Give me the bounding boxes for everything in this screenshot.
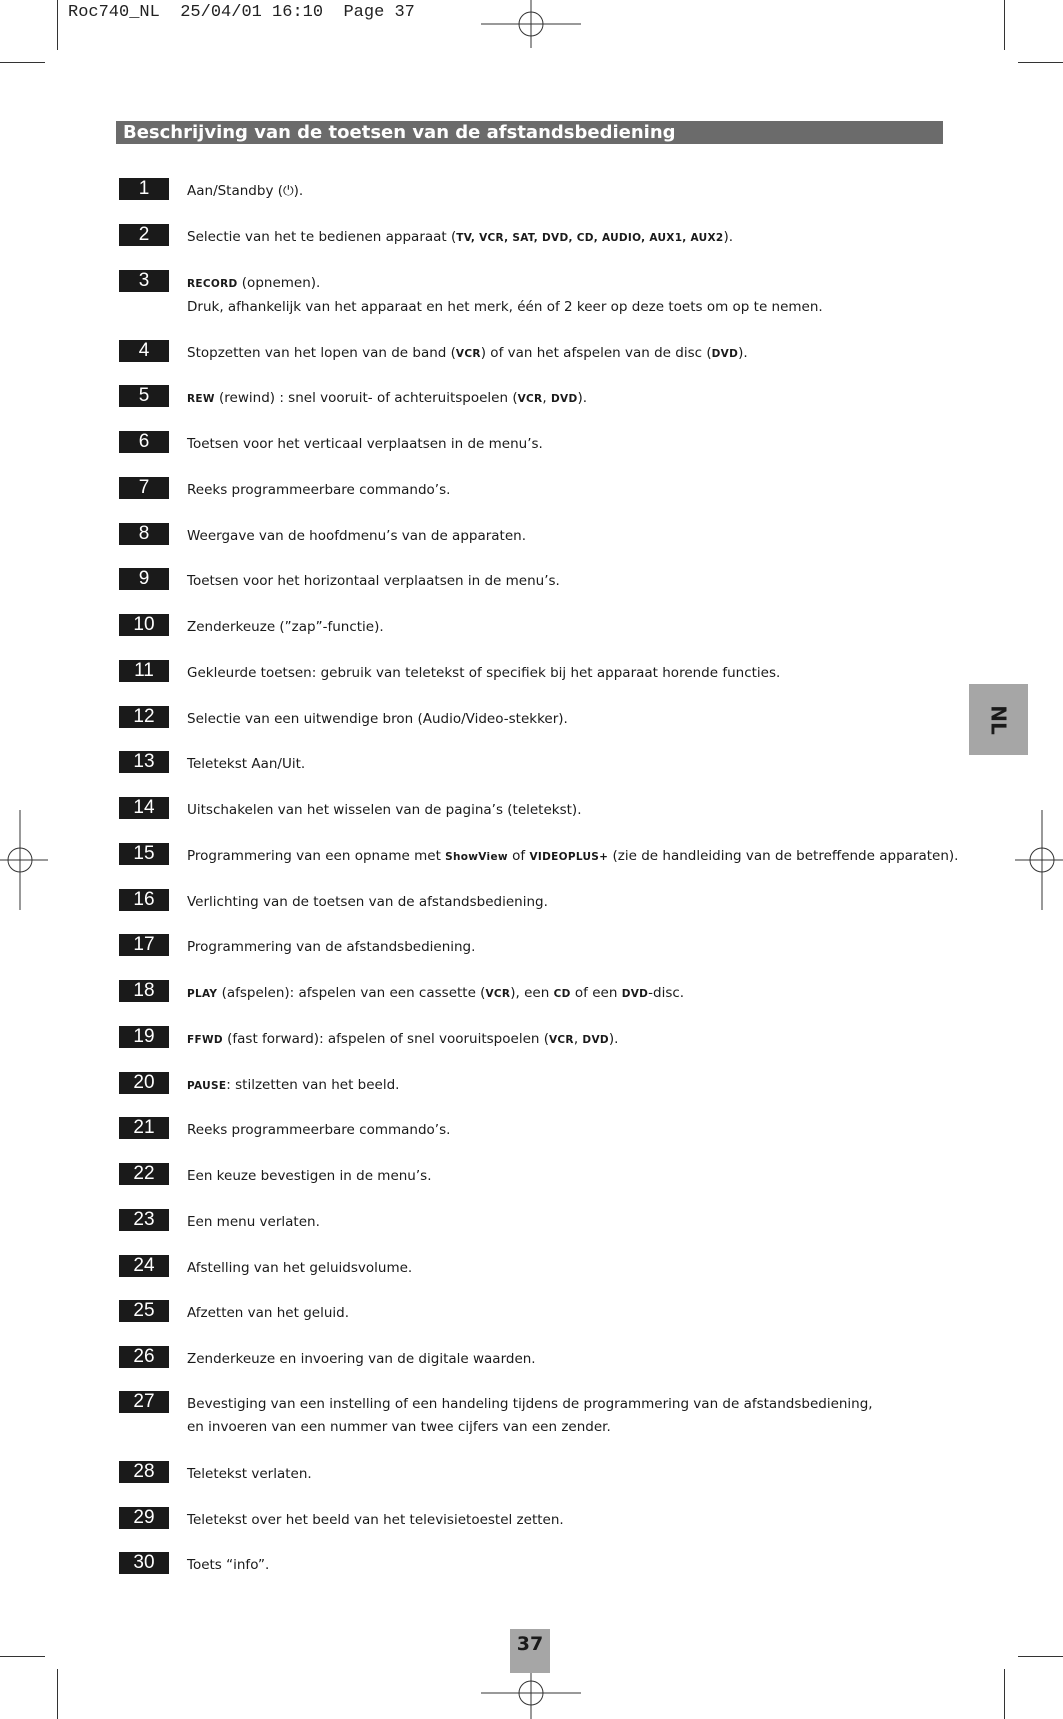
- description-text: (fast forward): afspelen of snel vooruitspoelen (: [222, 1031, 549, 1047]
- key-number-badge: 4: [119, 340, 169, 362]
- key-number-badge: 20: [119, 1072, 169, 1094]
- description-text: ).: [608, 1031, 619, 1047]
- key-number-badge: 30: [119, 1552, 169, 1574]
- key-number-badge: 3: [119, 270, 169, 292]
- description-text: ), een: [510, 985, 554, 1001]
- key-number-badge: 25: [119, 1300, 169, 1322]
- key-number-badge: 8: [119, 523, 169, 545]
- description-text: Afzetten van het geluid.: [187, 1305, 349, 1321]
- key-number-badge: 26: [119, 1346, 169, 1368]
- description-line: [187, 1554, 1047, 1577]
- key-number-badge: 15: [119, 843, 169, 865]
- key-number-badge: 7: [119, 477, 169, 499]
- key-description: [187, 1348, 1047, 1371]
- description-text: Programmering van een opname met: [187, 848, 446, 864]
- key-description: [187, 1211, 1047, 1234]
- key-name: CD: [553, 988, 571, 1000]
- key-name: PAUSE: [187, 1080, 227, 1092]
- description-line: [187, 342, 1047, 366]
- description-text: Uitschakelen van het wisselen van de pagina’s (teletekst).: [187, 802, 582, 818]
- language-side-tab: [969, 684, 1028, 755]
- description-text: Teletekst verlaten.: [187, 1466, 312, 1482]
- key-description: [187, 1554, 1047, 1577]
- crop-mark-top-right-vertical: [1004, 0, 1005, 50]
- crop-mark-top-right-horizontal: [1018, 62, 1063, 63]
- description-text: Toets “info”.: [187, 1557, 270, 1573]
- crop-mark-top-left-horizontal: [0, 62, 45, 63]
- description-text: (opnemen).: [237, 275, 321, 291]
- key-description: [187, 570, 1047, 593]
- description-line: [187, 1257, 1047, 1280]
- description-line: [187, 1211, 1047, 1234]
- print-slug: [68, 3, 415, 22]
- description-text: Weergave van de hoofdmenu’s van de apparaten.: [187, 528, 526, 544]
- key-description: [187, 616, 1047, 639]
- crop-mark-bottom-right-horizontal: [1018, 1656, 1063, 1657]
- key-description: [187, 845, 1047, 869]
- description-line: [187, 891, 1047, 914]
- slug-page: Page 37: [343, 3, 415, 22]
- key-number-badge: 28: [119, 1461, 169, 1483]
- crop-mark-bottom-left-horizontal: [0, 1656, 45, 1657]
- key-name: VCR: [485, 988, 511, 1000]
- key-name: VCR: [549, 1034, 574, 1046]
- description-text: ).: [723, 229, 734, 245]
- description-text: Bevestiging van een instelling of een handeling tijdens de programmering van de afstandsbediening,: [187, 1396, 873, 1412]
- key-description: [187, 180, 1047, 203]
- key-description: [187, 1257, 1047, 1280]
- description-line: [187, 570, 1047, 593]
- key-number-badge: 2: [119, 224, 169, 246]
- key-number-badge: 5: [119, 385, 169, 407]
- key-number-badge: 18: [119, 980, 169, 1002]
- key-description: [187, 1165, 1047, 1188]
- description-line: [187, 433, 1047, 456]
- key-number-badge: 9: [119, 568, 169, 590]
- description-text: -disc.: [648, 985, 685, 1001]
- key-name: TV, VCR, SAT, DVD, CD, AUDIO, AUX1, AUX2: [456, 232, 724, 244]
- description-line: [187, 387, 1047, 411]
- description-text: (zie de handleiding van de betreffende apparaten).: [608, 848, 959, 864]
- description-line: [187, 616, 1047, 639]
- key-description: [187, 1028, 1047, 1052]
- description-text: (afspelen): afspelen van een cassette (: [217, 985, 486, 1001]
- description-text: ,: [542, 390, 552, 406]
- key-name: REW: [187, 393, 215, 405]
- description-text: ).: [577, 390, 588, 406]
- description-line: [187, 982, 1047, 1006]
- key-name: ShowView: [445, 851, 508, 863]
- description-line: [187, 799, 1047, 822]
- description-text: Gekleurde toetsen: gebruik van teletekst of specifiek bij het apparaat horende functies.: [187, 665, 781, 681]
- description-line: [187, 708, 1047, 731]
- key-description: [187, 433, 1047, 456]
- description-text: Een menu verlaten.: [187, 1214, 320, 1230]
- key-description: [187, 1119, 1047, 1142]
- description-text: Verlichting van de toetsen van de afstandsbediening.: [187, 894, 548, 910]
- description-text: Selectie van het te bedienen apparaat (: [187, 229, 457, 245]
- description-text: Reeks programmeerbare commando’s.: [187, 1122, 451, 1138]
- description-text: Een keuze bevestigen in de menu’s.: [187, 1168, 432, 1184]
- key-number-badge: 22: [119, 1163, 169, 1185]
- key-number-badge: 12: [119, 706, 169, 728]
- key-name: DVD: [711, 348, 739, 360]
- key-name: DVD: [551, 393, 578, 405]
- key-number-badge: 6: [119, 431, 169, 453]
- description-line: [187, 1509, 1047, 1532]
- key-number-badge: 27: [119, 1391, 169, 1413]
- key-number-badge: 17: [119, 934, 169, 956]
- description-text: Stopzetten van het lopen van de band (: [187, 345, 456, 361]
- key-number-badge: 29: [119, 1507, 169, 1529]
- key-description: [187, 1393, 1047, 1439]
- key-number-badge: 21: [119, 1117, 169, 1139]
- key-number-badge: 13: [119, 751, 169, 773]
- registration-mark-left-icon: [0, 810, 50, 910]
- description-text: Afstelling van het geluidsvolume.: [187, 1260, 413, 1276]
- key-name: FFWD: [187, 1034, 223, 1046]
- key-name: VCR: [517, 393, 543, 405]
- key-number-badge: 11: [119, 660, 169, 682]
- description-line: [187, 1416, 1047, 1439]
- description-text: Reeks programmeerbare commando’s.: [187, 482, 451, 498]
- key-description: [187, 753, 1047, 776]
- description-text: Teletekst Aan/Uit.: [187, 756, 306, 772]
- description-line: [187, 1119, 1047, 1142]
- description-text: Selectie van een uitwendige bron (Audio/Video-stekker).: [187, 711, 568, 727]
- key-description: [187, 226, 1047, 250]
- key-description: [187, 799, 1047, 822]
- description-line: [187, 1463, 1047, 1486]
- description-line: [187, 1348, 1047, 1371]
- key-description: [187, 1074, 1047, 1098]
- key-number-badge: 24: [119, 1255, 169, 1277]
- description-line: [187, 1302, 1047, 1325]
- description-line: [187, 662, 1047, 685]
- registration-mark-top-icon: [481, 0, 581, 50]
- page-number: 37: [510, 1629, 550, 1673]
- description-line: [187, 936, 1047, 959]
- description-line: [187, 525, 1047, 548]
- key-description: [187, 525, 1047, 548]
- description-text: Aan/Standby (⏻).: [187, 183, 304, 199]
- key-description: [187, 387, 1047, 411]
- description-line: [187, 479, 1047, 502]
- crop-mark-bottom-right-vertical: [1004, 1669, 1005, 1719]
- key-description: [187, 891, 1047, 914]
- description-text: ) of van het afspelen van de disc (: [480, 345, 712, 361]
- description-text: Programmering van de afstandsbediening.: [187, 939, 476, 955]
- description-line: [187, 296, 1047, 319]
- description-text: Toetsen voor het verticaal verplaatsen in de menu’s.: [187, 436, 543, 452]
- key-description: [187, 342, 1047, 366]
- key-number-badge: 1: [119, 178, 169, 200]
- key-number-badge: 23: [119, 1209, 169, 1231]
- key-description: [187, 272, 1047, 319]
- crop-mark-top-left-vertical: [57, 0, 58, 50]
- description-text: Zenderkeuze en invoering van de digitale waarden.: [187, 1351, 536, 1367]
- key-name: DVD: [582, 1034, 609, 1046]
- key-description: [187, 1302, 1047, 1325]
- description-text: Druk, afhankelijk van het apparaat en het merk, één of 2 keer op deze toets om op te nemen.: [187, 299, 823, 315]
- key-description: [187, 1463, 1047, 1486]
- description-text: : stilzetten van het beeld.: [226, 1077, 400, 1093]
- key-description: [187, 1509, 1047, 1532]
- description-line: [187, 1165, 1047, 1188]
- key-number-badge: 19: [119, 1026, 169, 1048]
- description-text: Teletekst over het beeld van het televisietoestel zetten.: [187, 1512, 564, 1528]
- description-line: [187, 845, 1047, 869]
- description-line: [187, 226, 1047, 250]
- description-text: (rewind) : snel vooruit- of achteruitspoelen (: [214, 390, 518, 406]
- key-number-badge: 14: [119, 797, 169, 819]
- description-line: [187, 180, 1047, 203]
- section-heading: Beschrijving van de toetsen van de afstandsbediening: [116, 121, 943, 144]
- slug-date: 25/04/01 16:10: [180, 3, 324, 22]
- description-line: [187, 1393, 1047, 1416]
- description-text: ).: [738, 345, 748, 361]
- key-number-badge: 16: [119, 889, 169, 911]
- registration-mark-bottom-icon: [481, 1669, 581, 1719]
- key-description: [187, 982, 1047, 1006]
- description-line: [187, 1074, 1047, 1098]
- description-text: Zenderkeuze (”zap”-functie).: [187, 619, 384, 635]
- description-line: [187, 753, 1047, 776]
- description-text: ,: [573, 1031, 583, 1047]
- description-line: [187, 272, 1047, 296]
- description-text: of een: [570, 985, 622, 1001]
- key-name: PLAY: [187, 988, 218, 1000]
- description-line: [187, 1028, 1047, 1052]
- key-number-badge: 10: [119, 614, 169, 636]
- key-name: VCR: [455, 348, 481, 360]
- key-description: [187, 479, 1047, 502]
- description-text: en invoeren van een nummer van twee cijfers van een zender.: [187, 1419, 611, 1435]
- key-name: DVD: [621, 988, 649, 1000]
- key-name: RECORD: [187, 278, 238, 290]
- slug-file: Roc740_NL: [68, 3, 160, 22]
- language-tab-label: NL: [986, 704, 1011, 735]
- description-text: Toetsen voor het horizontaal verplaatsen in de menu’s.: [187, 573, 560, 589]
- key-description: [187, 708, 1047, 731]
- description-text: of: [507, 848, 530, 864]
- key-name: VIDEOPLUS+: [529, 851, 609, 863]
- key-description: [187, 936, 1047, 959]
- key-description: [187, 662, 1047, 685]
- crop-mark-bottom-left-vertical: [57, 1669, 58, 1719]
